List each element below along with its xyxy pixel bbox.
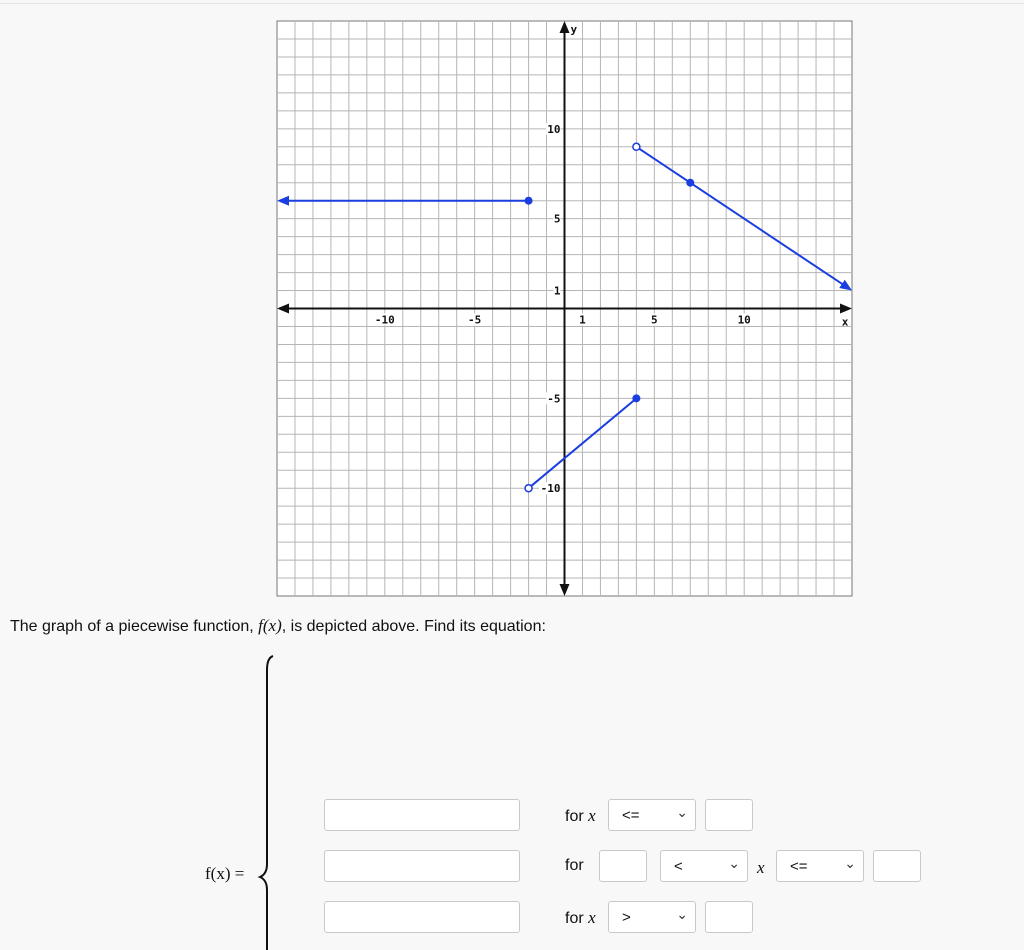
y-tick-label: -10 [540, 482, 561, 496]
y-axis-label: y [570, 23, 578, 36]
question-text-after: , is depicted above. Find its equation: [281, 618, 546, 635]
piece-1-operator-select[interactable] [608, 799, 696, 831]
piece-1-operator-value: <= [622, 807, 640, 824]
piece-3-operator-select[interactable] [608, 901, 696, 933]
piece-3-for-label: for [565, 910, 584, 927]
chevron-down-icon: ⌄ [728, 855, 740, 871]
piece-3-operator-value: > [622, 909, 631, 926]
function-name: f(x) [258, 616, 282, 635]
curly-brace [255, 650, 285, 950]
segment-3-point [686, 179, 694, 187]
x-tick-label: 5 [651, 313, 658, 327]
piece-2-lower-operator-value: < [674, 858, 683, 875]
segment-2-end-closed [632, 394, 640, 402]
piece-2-lower-operator-select[interactable] [660, 850, 748, 882]
chevron-down-icon: ⌄ [844, 855, 856, 871]
segment-1-end-closed [525, 197, 533, 205]
piece-2-upper-operator-select[interactable] [776, 850, 864, 882]
piece-3-for-text [565, 908, 596, 928]
piece-3-bound-input[interactable] [705, 901, 753, 933]
piece-2-lower-bound-input[interactable] [599, 850, 647, 882]
y-tick-label: 10 [547, 122, 561, 136]
chevron-down-icon: ⌄ [676, 906, 688, 922]
piece-2-upper-operator-value: <= [790, 858, 808, 875]
piece-2-expression-input[interactable] [324, 850, 520, 882]
piece-2-upper-bound-input[interactable] [873, 850, 921, 882]
question-text-before: The graph of a piecewise function, [10, 618, 259, 635]
x-tick-label: -5 [468, 313, 482, 327]
segment-2-start-open [525, 485, 532, 492]
question-text [10, 616, 546, 636]
piece-2-for-label: for [565, 857, 584, 874]
x-tick-label: 10 [737, 313, 751, 327]
segment-3-start-open [633, 143, 640, 150]
x-axis-label: x [841, 315, 849, 329]
x-tick-label: -10 [374, 313, 395, 327]
y-tick-label: 5 [553, 212, 561, 226]
piece-1-for-label: for [565, 808, 584, 825]
piece-1-expression-input[interactable] [324, 799, 520, 831]
piece-1-variable: x [588, 806, 596, 825]
piece-2-variable: x [757, 858, 765, 877]
piece-1-for-text [565, 806, 596, 826]
y-tick-label: 1 [553, 284, 561, 298]
equation-lhs: f(x) = [205, 864, 245, 883]
piece-3-expression-input[interactable] [324, 901, 520, 933]
x-tick-label: 1 [579, 313, 586, 327]
chevron-down-icon: ⌄ [676, 804, 688, 820]
piece-1-bound-input[interactable] [705, 799, 753, 831]
piece-3-variable: x [588, 908, 596, 927]
y-tick-label: -5 [547, 392, 561, 406]
